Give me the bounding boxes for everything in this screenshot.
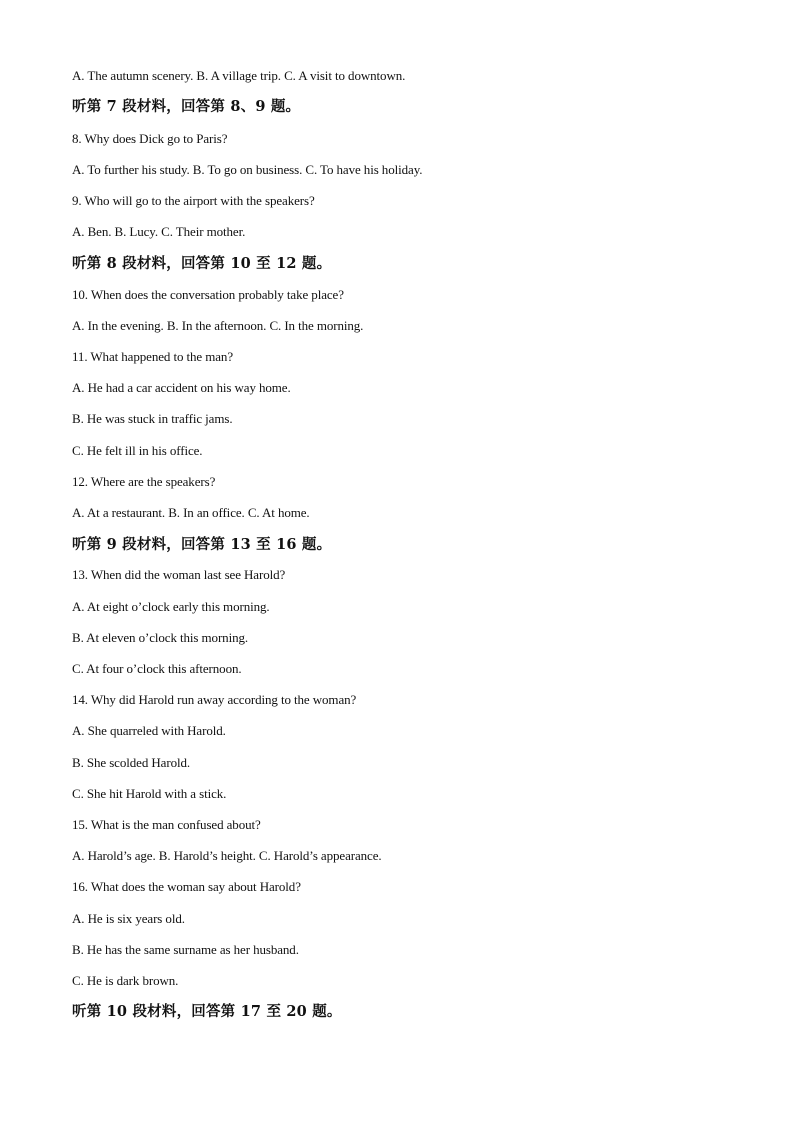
question-10: 10. When does the conversation probably take place?: [72, 287, 344, 302]
question-12: 12. Where are the speakers?: [72, 474, 216, 489]
answer-options-q15: A. Harold’s age. B. Harold’s height. C. Harold’s appearance.: [72, 848, 382, 863]
question-15: 15. What is the man confused about?: [72, 817, 261, 832]
question-16: 16. What does the woman say about Harold?: [72, 879, 301, 894]
answer-option-q16-a: A. He is six years old.: [72, 911, 185, 926]
answer-option-q13-c: C. At four o’clock this afternoon.: [72, 661, 242, 676]
question-13: 13. When did the woman last see Harold?: [72, 567, 286, 582]
answer-options-q10: A. In the evening. B. In the afternoon. C. In the morning.: [72, 318, 364, 333]
answer-option-q11-a: A. He had a car accident on his way home.: [72, 380, 291, 395]
answer-option-q14-a: A. She quarreled with Harold.: [72, 723, 226, 738]
answer-option-q16-b: B. He has the same surname as her husband.: [72, 942, 299, 957]
answer-options-q7: A. The autumn scenery. B. A village trip. C. A visit to downtown.: [72, 68, 406, 83]
section-heading-8: 听第 8 段材料，回答第 10 至 12 题。: [72, 255, 332, 272]
question-11: 11. What happened to the man?: [72, 349, 233, 364]
question-9: 9. Who will go to the airport with the speakers?: [72, 193, 315, 208]
section-heading-7: 听第 7 段材料，回答第 8、9 题。: [72, 98, 301, 115]
section-heading-10: 听第 10 段材料，回答第 17 至 20 题。: [72, 1003, 342, 1020]
answer-option-q11-c: C. He felt ill in his office.: [72, 443, 203, 458]
answer-option-q11-b: B. He was stuck in traffic jams.: [72, 411, 233, 426]
answer-options-q9: A. Ben. B. Lucy. C. Their mother.: [72, 224, 246, 239]
answer-option-q16-c: C. He is dark brown.: [72, 973, 179, 988]
answer-options-q12: A. At a restaurant. B. In an office. C. At home.: [72, 505, 310, 520]
answer-option-q13-a: A. At eight o’clock early this morning.: [72, 599, 270, 614]
section-heading-9: 听第 9 段材料，回答第 13 至 16 题。: [72, 536, 332, 553]
answer-option-q14-b: B. She scolded Harold.: [72, 755, 191, 770]
answer-option-q13-b: B. At eleven o’clock this morning.: [72, 630, 249, 645]
answer-option-q14-c: C. She hit Harold with a stick.: [72, 786, 227, 801]
question-14: 14. Why did Harold run away according to the woman?: [72, 692, 357, 707]
answer-options-q8: A. To further his study. B. To go on business. C. To have his holiday.: [72, 162, 423, 177]
question-8: 8. Why does Dick go to Paris?: [72, 131, 228, 146]
